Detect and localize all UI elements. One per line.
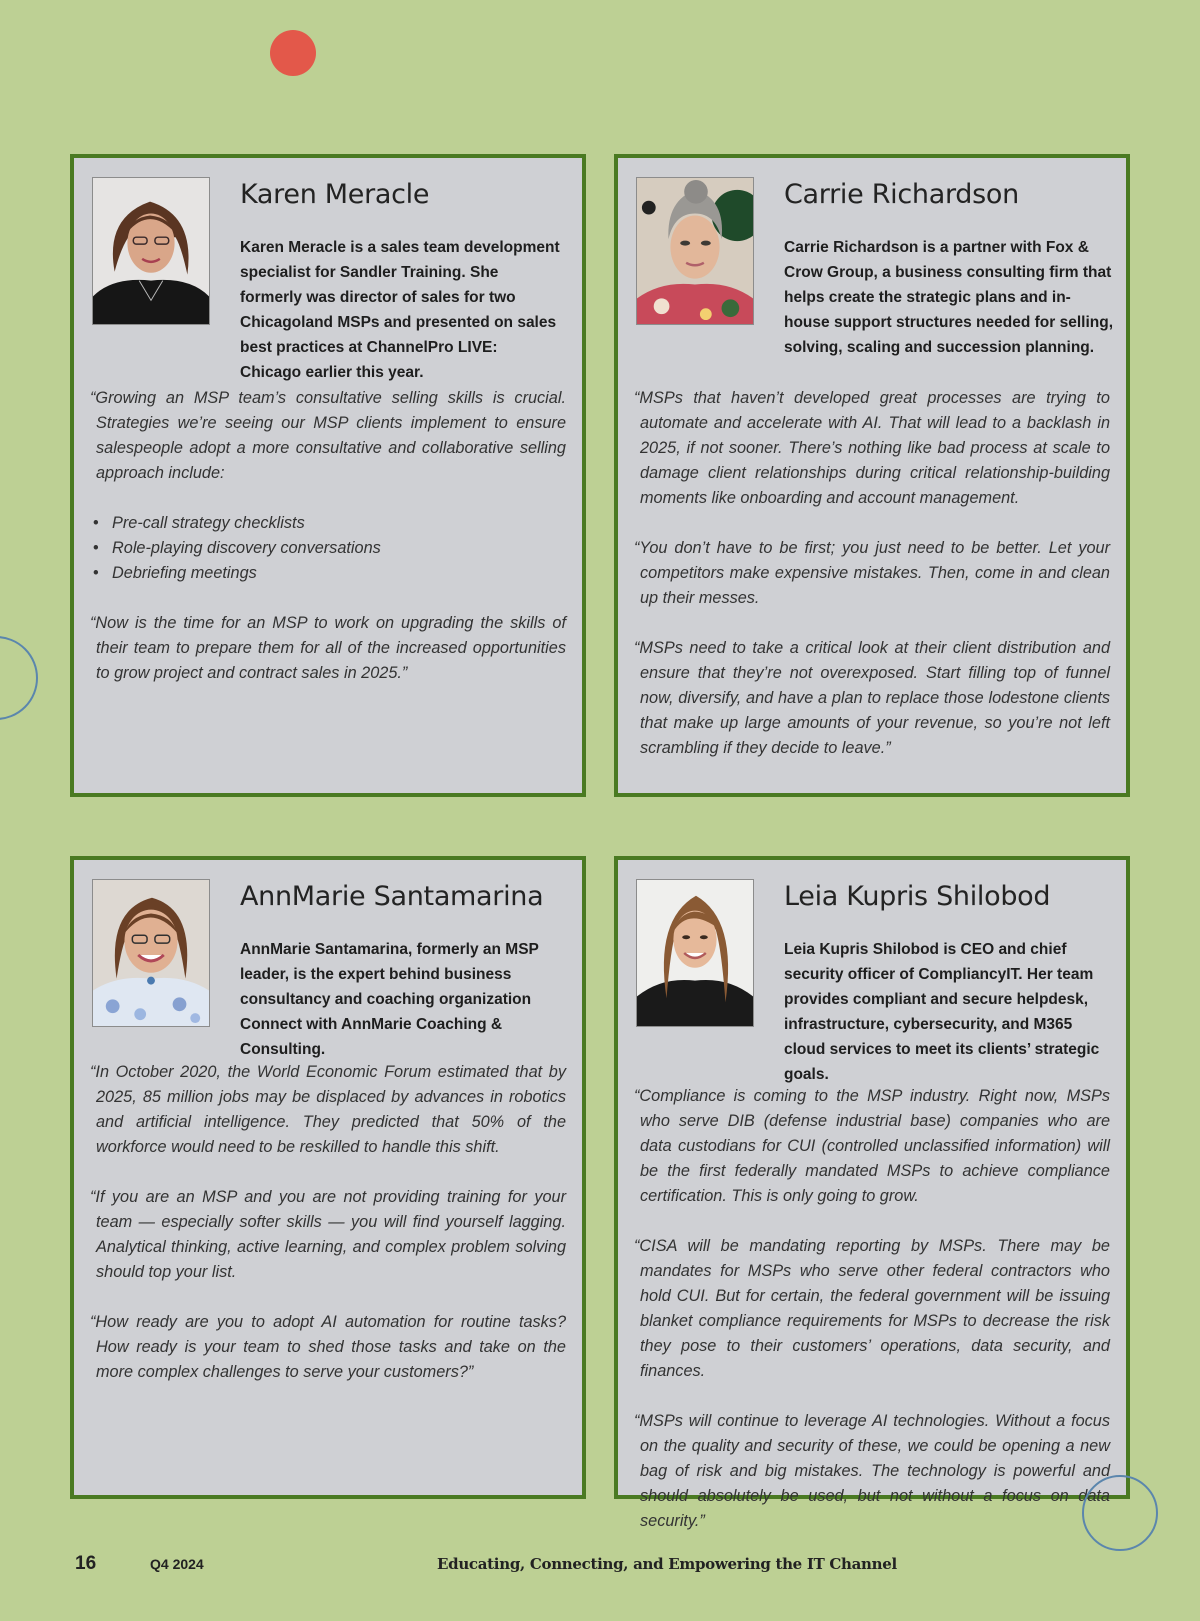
- quote-paragraph: “Growing an MSP team’s consultative selling skills is crucial. Strategies we’re seeing our MSP clients implement to ensure salespeople adopt a more consultative and collaborative selling approach include:: [90, 389, 566, 482]
- profile-bio: Leia Kupris Shilobod is CEO and chief security officer of CompliancyIT. Her team provides compliant and secure helpdesk, infrastructure, cybersecurity, and M365 cloud services to meet its clients’ strategic goals.: [784, 941, 1100, 1083]
- quote-paragraph: “MSPs that haven’t developed great processes are trying to automate and accelerate with AI. That will lead to a backlash in 2025, if not sooner. There’s nothing like bad process at scale to damage client relationships during critical relationship-building moments like onboarding and account management.: [634, 389, 1110, 507]
- profile-name: Carrie Richardson: [784, 179, 1019, 210]
- quote-paragraph: “MSPs need to take a critical look at their client distribution and ensure that they’re not overexposed. Start filling top of funnel now, diversify, and have a plan to replace those lodestone clients that make up large amounts of your revenue, so you’re not left scrambling if they decide to leave.”: [634, 639, 1110, 757]
- profile-card-annmarie-santamarina: [70, 856, 586, 1499]
- profile-quotes: [90, 1060, 566, 1385]
- headshot-photo-annmarie-santamarina: [92, 879, 210, 1027]
- decorative-ring-right: [1082, 1475, 1158, 1551]
- decorative-ring-left: [0, 636, 38, 720]
- quote-paragraph: “Now is the time for an MSP to work on upgrading the skills of their team to prepare them for all of the increased opportunities to grow project and contract sales in 2025.”: [90, 614, 566, 682]
- bullet-list: [90, 511, 566, 586]
- bullet-item: • Debriefing meetings: [90, 561, 566, 586]
- bullet-item: • Pre-call strategy checklists: [90, 511, 566, 536]
- decorative-red-dot: [270, 30, 316, 76]
- profile-card-leia-kupris-shilobod: [614, 856, 1130, 1530]
- profile-bio: Karen Meracle is a sales team development specialist for Sandler Training. She formerly was director of sales for two Chicagoland MSPs and presented on sales best practices at ChannelPro LIVE: Chicago earlier this year.: [240, 239, 560, 381]
- quote-paragraph: “Compliance is coming to the MSP industry. Right now, MSPs who serve DIB (defense industrial base) companies who are data custodians for CUI (controlled unclassified information) will be the first federally mandated MSPs to achieve compliance certification. This is only going to grow.: [634, 1087, 1110, 1205]
- profile-card-carrie-richardson: [614, 154, 1130, 797]
- headshot-photo-karen-meracle: [92, 177, 210, 325]
- issue-label: Q4 2024: [150, 1556, 204, 1572]
- page-footer: [0, 1553, 1200, 1583]
- profile-quotes: [634, 1084, 1110, 1534]
- profile-quotes: [634, 386, 1110, 761]
- bullet-item: • Role-playing discovery conversations: [90, 536, 566, 561]
- profile-name: AnnMarie Santamarina: [240, 881, 544, 912]
- quote-paragraph: “If you are an MSP and you are not providing training for your team — especially softer skills — you will find yourself lagging. Analytical thinking, active learning, and complex problem solving should top your list.: [90, 1188, 566, 1281]
- headshot-photo-leia-kupris-shilobod: [636, 879, 754, 1027]
- profile-card-karen-meracle: [70, 154, 586, 797]
- headshot-photo-carrie-richardson: [636, 177, 754, 325]
- quote-paragraph: “You don’t have to be first; you just need to be better. Let your competitors make expensive mistakes. Then, come in and clean up their messes.: [634, 539, 1110, 607]
- profile-name: Karen Meracle: [240, 179, 430, 210]
- footer-tagline: Educating, Connecting, and Empowering the IT Channel: [437, 1555, 897, 1573]
- quote-paragraph: “MSPs will continue to leverage AI technologies. Without a focus on the quality and security of these, we could be opening a new bag of risk and big mistakes. The technology is powerful and should absolutely be used, but not without a focus on data security.”: [634, 1412, 1110, 1530]
- profile-quotes: [90, 386, 566, 686]
- profile-bio: Carrie Richardson is a partner with Fox & Crow Group, a business consulting firm that helps create the strategic plans and in-house support structures needed for selling, solving, scaling and succession planning.: [784, 239, 1113, 356]
- quote-paragraph: “In October 2020, the World Economic Forum estimated that by 2025, 85 million jobs may be displaced by advances in robotics and artificial intelligence. They predicted that 50% of the workforce would need to be reskilled to handle this shift.: [90, 1063, 566, 1156]
- profile-bio: AnnMarie Santamarina, formerly an MSP leader, is the expert behind business consultancy and coaching organization Connect with AnnMarie Coaching & Consulting.: [240, 941, 539, 1058]
- quote-paragraph: “How ready are you to adopt AI automation for routine tasks? How ready is your team to shed those tasks and take on the more complex challenges to serve your customers?”: [90, 1313, 566, 1381]
- quote-paragraph: “CISA will be mandating reporting by MSPs. There may be mandates for MSPs who serve other federal contractors who hold CUI. But for certain, the federal government will be issuing blanket compliance requirements for MSPs to decrease the risk they pose to their customers’ operations, data security, and finances.: [634, 1237, 1110, 1380]
- profile-name: Leia Kupris Shilobod: [784, 881, 1051, 912]
- page-number: 16: [75, 1553, 97, 1574]
